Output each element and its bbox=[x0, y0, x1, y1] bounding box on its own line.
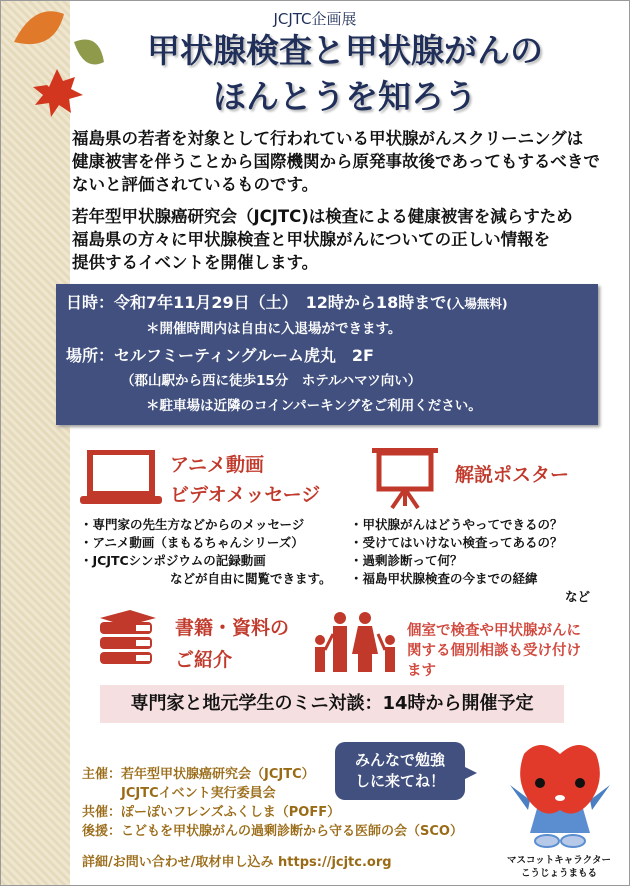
intro-line: 健康被害を伴うことから国際機関から原発事故後であってもするべきで bbox=[72, 152, 600, 171]
video-list bbox=[80, 516, 332, 588]
list-item: ・過剰診断って何？ bbox=[350, 553, 463, 568]
books-title-line: 書籍・資料の bbox=[175, 617, 290, 639]
intro-paragraph-1 bbox=[72, 127, 622, 196]
family-icon bbox=[310, 610, 402, 672]
books-title bbox=[175, 612, 289, 676]
intro-line: 提供するイベントを開催します。 bbox=[72, 253, 319, 272]
list-item: ・甲状腺がんはどうやってできるの？ bbox=[350, 517, 563, 532]
admission-free-note: (入場無料) bbox=[446, 296, 508, 311]
contact-link[interactable]: 詳細/お問い合わせ/取材申し込み https://jcjtc.org bbox=[82, 855, 392, 870]
organizer-line: JCJTCイベント実行委員会 bbox=[82, 786, 276, 801]
laptop-icon bbox=[80, 450, 162, 506]
event-subtitle: JCJTC企画展 bbox=[273, 10, 357, 28]
consult-line: ます bbox=[407, 663, 436, 679]
list-item: ・アニメ動画（まもるちゃんシリーズ） bbox=[80, 535, 304, 550]
consult-line: 関する個別相談も受け付け bbox=[407, 643, 581, 659]
intro-line: ないと評価されているものです。 bbox=[72, 175, 319, 194]
video-title-line: アニメ動画 bbox=[170, 454, 265, 476]
organizer-line: 後援：こどもを甲状腺がんの過剰診断から守る医師の会（SCO） bbox=[82, 824, 463, 839]
poster-list bbox=[350, 516, 590, 606]
consult-line: 個室で検査や甲状腺がんに bbox=[407, 623, 581, 639]
organizer-line: 共催：ぽーぽいフレンズふくしま（POFF） bbox=[82, 805, 341, 820]
place-access: （郡山駅から西に徒歩15分 ホテルハマツ向い） bbox=[121, 373, 422, 389]
intro-line: 福島県の若者を対象として行われている甲状腺がんスクリーニングは bbox=[72, 129, 584, 148]
intro-paragraph-2 bbox=[72, 205, 622, 274]
speech-line: しに来てね！ bbox=[354, 772, 445, 790]
list-item: ・受けてはいけない検査ってあるの？ bbox=[350, 535, 563, 550]
organizer-line: 主催：若年型甲状腺癌研究会（JCJTC） bbox=[82, 767, 315, 782]
parking-note: ＊駐車場は近隣のコインパーキングをご利用ください。 bbox=[146, 398, 482, 414]
date-note: ＊開催時間内は自由に入退場ができます。 bbox=[146, 321, 402, 337]
intro-line: 福島県の方々に甲状腺検査と甲状腺がんについての正しい情報を bbox=[72, 230, 551, 249]
speech-line: みんなで勉強 bbox=[354, 751, 445, 769]
intro-line: 若年型甲状腺癌研究会（JCJTC)は検査による健康被害を減らすため bbox=[72, 207, 573, 226]
caption-line: こうじょうまもる bbox=[520, 868, 597, 879]
mascot-character-icon bbox=[500, 740, 620, 855]
caption-line: マスコットキャラクター bbox=[506, 855, 612, 866]
event-date bbox=[66, 289, 598, 317]
video-title bbox=[170, 450, 320, 510]
consult-text bbox=[407, 621, 581, 681]
books-icon bbox=[96, 610, 158, 668]
list-item: などが自由に閲覧できます。 bbox=[170, 571, 332, 586]
mascot-caption bbox=[494, 854, 624, 880]
list-item: ・JCJTCシンポジウムの記録動画 bbox=[80, 553, 266, 568]
list-item: ・福島甲状腺検査の今までの経緯 bbox=[350, 571, 538, 586]
video-title-line: ビデオメッセージ bbox=[170, 484, 321, 506]
list-item: ・専門家の先生方などからのメッセージ bbox=[80, 517, 305, 532]
page-title-line1: 甲状腺検査と甲状腺がんの bbox=[147, 31, 543, 70]
presentation-board-icon bbox=[372, 444, 438, 510]
event-info-box bbox=[56, 284, 598, 425]
decorative-side-strip bbox=[0, 0, 70, 886]
date-text: 日時：令和7年11月29日（土） 12時から18時まで bbox=[66, 293, 447, 312]
speech-bubble bbox=[335, 742, 465, 800]
page-title-line2: ほんとうを知ろう bbox=[213, 77, 477, 116]
poster-title: 解説ポスター bbox=[455, 464, 570, 486]
event-place: 場所：セルフミーティングルーム虎丸 2F bbox=[66, 346, 374, 365]
list-item: など bbox=[565, 589, 591, 604]
mini-talk-banner: 専門家と地元学生のミニ対談：14時から開催予定 bbox=[100, 685, 564, 723]
books-title-line: ご紹介 bbox=[175, 649, 233, 671]
